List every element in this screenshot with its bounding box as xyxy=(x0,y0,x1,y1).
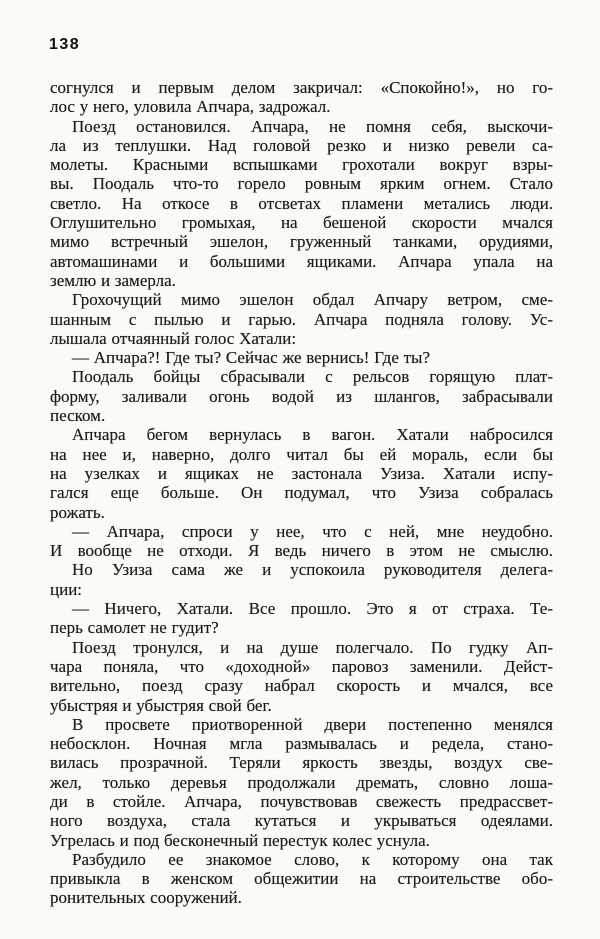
text-line: Но Узиза сама же и успокоила руководителя делега- xyxy=(72,560,553,580)
text-line: привыкла в женском общежитии на строительстве обо- xyxy=(50,869,553,889)
text-line: согнулся и первым делом закричал: «Спокойно!», но го- xyxy=(50,78,553,97)
text-line: — Ничего, Хатали. Все прошло. Это я от страха. Те- xyxy=(72,599,553,619)
text-block xyxy=(50,78,553,908)
text-line: ции: xyxy=(50,579,83,599)
text-line: И вообще не отходи. Я ведь ничего в этом не смыслю. xyxy=(50,541,553,561)
text-line: лышала отчаянный голос Хатали: xyxy=(50,328,297,348)
text-line: убыстряя и убыстряя свой бег. xyxy=(50,695,272,715)
text-line: Грохочущий мимо эшелон обдал Апчару ветром, сме- xyxy=(72,290,553,310)
text-line: гался еще больше. Он подумал, что Узиза собралась xyxy=(50,483,553,503)
text-line: ронительных сооружений. xyxy=(50,888,242,908)
text-line: Угрелась и под бесконечный перестук колес уснула. xyxy=(50,830,430,850)
text-line: небосклон. Ночная мгла размывалась и редела, стано- xyxy=(50,734,553,754)
text-line: Апчара бегом вернулась в вагон. Хатали набросился xyxy=(72,425,553,445)
text-line: ного воздуха, стала кутаться и укрываться одеялами. xyxy=(50,811,553,831)
text-line: Оглушительно громыхая, на бешеной скорости мчался xyxy=(50,213,553,233)
text-line: рожать. xyxy=(50,502,105,522)
text-line: жел, только деревья продолжали дремать, словно лоша- xyxy=(50,772,553,792)
text-line: Поодаль бойцы сбрасывали с рельсов горящую плат- xyxy=(72,367,553,387)
text-line: песком. xyxy=(50,406,106,426)
text-line: молеты. Красными вспышками грохотали вокруг взры- xyxy=(50,155,553,175)
text-line: вы. Поодаль что-то горело ровным ярким огнем. Стало xyxy=(50,174,553,194)
text-line: вительно, поезд сразу набрал скорость и мчался, все xyxy=(50,676,553,696)
text-line: лос у него, уловила Апчара, задрожал. xyxy=(50,97,331,117)
text-line: ла из теплушки. Над головой резко и низко ревели са- xyxy=(50,135,553,155)
text-line: В просвете приотворенной двери постепенно менялся xyxy=(72,714,553,734)
text-line: Разбудило ее знакомое слово, к которому она так xyxy=(72,849,553,869)
text-line: на узелках и ящиках не застонала Узиза. Хатали испу- xyxy=(50,463,553,483)
text-line: вилась прозрачной. Теряли яркость звезды, воздух све- xyxy=(50,753,553,773)
text-line: шанным с пылью и гарью. Апчара подняла голову. Ус- xyxy=(50,309,553,329)
text-line: — Апчара?! Где ты? Сейчас же вернись! Где ты? xyxy=(72,348,431,368)
text-line: мимо встречный эшелон, груженный танками, орудиями, xyxy=(50,232,553,252)
text-line: перь самолет не гудит? xyxy=(50,618,219,638)
text-line: Поезд тронулся, и на душе полегчало. По гудку Ап- xyxy=(72,637,553,657)
text-line: форму, заливали огонь водой из шлангов, забрасывали xyxy=(50,386,553,406)
text-line: чара поняла, что «доходной» паровоз заменили. Дейст- xyxy=(50,656,553,676)
page-number: 138 xyxy=(49,36,81,53)
text-line: ди в стойле. Апчара, почувствовав свежесть предрассвет- xyxy=(50,791,553,811)
text-line: Поезд остановился. Апчара, не помня себя, выскочи- xyxy=(72,116,553,136)
text-line: на нее и, наверно, долго читал бы ей мораль, если бы xyxy=(50,444,553,464)
text-line: светло. На откосе в отсветах пламени метались люди. xyxy=(50,193,553,213)
text-line: автомашинами и большими ящиками. Апчара упала на xyxy=(50,251,553,271)
text-line: землю и замерла. xyxy=(50,270,176,290)
text-line: — Апчара, спроси у нее, что с ней, мне неудобно. xyxy=(72,521,553,541)
